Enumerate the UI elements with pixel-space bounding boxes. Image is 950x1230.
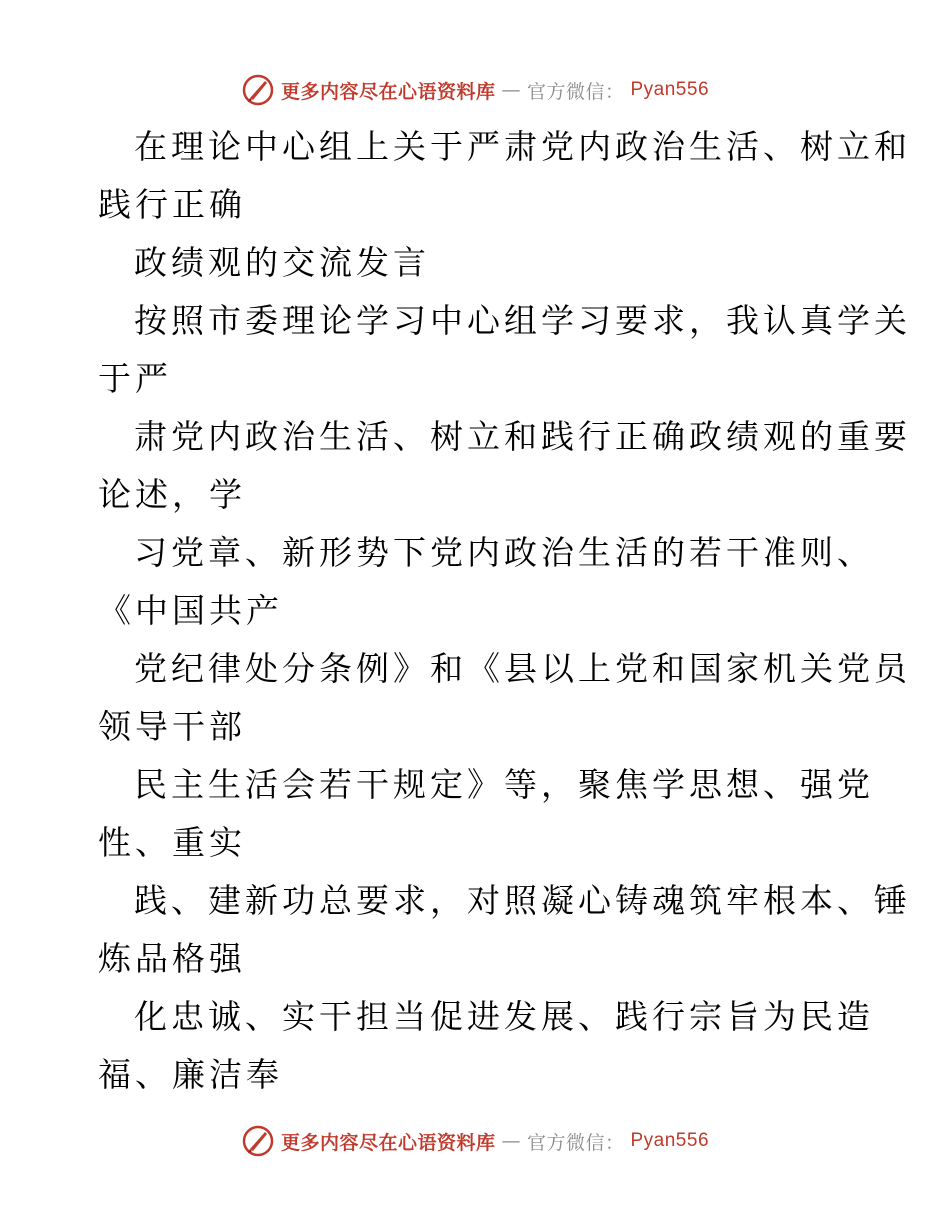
- watermark-dash: —: [501, 1130, 521, 1152]
- paragraph-line: 党纪律处分条例》和《县以上党和国家机关党员: [134, 649, 911, 688]
- document-body: [98, 118, 911, 1104]
- paragraph-line: 领导干部: [98, 707, 246, 746]
- paragraph-line: 肃党内政治生活、树立和践行正确政绩观的重要: [134, 417, 911, 456]
- watermark-wechat-id: Pyan556: [630, 1130, 710, 1151]
- paragraph-line: 性、重实: [98, 823, 246, 862]
- watermark-main-text: 更多内容尽在心语资料库: [280, 80, 496, 103]
- watermark-dash: —: [501, 79, 521, 101]
- header-watermark: [0, 70, 950, 110]
- footer-watermark: [0, 1121, 950, 1161]
- watermark-main-text: 更多内容尽在心语资料库: [280, 1131, 496, 1154]
- paragraph-line: 习党章、新形势下党内政治生活的若干准则、: [134, 533, 874, 572]
- quill-logo-icon: [241, 1124, 275, 1158]
- title-line-3: 政绩观的交流发言: [134, 243, 430, 282]
- watermark-official-label: 官方微信：: [526, 1131, 625, 1154]
- paragraph-line: 福、廉洁奉: [98, 1055, 283, 1094]
- title-line-2: 践行正确: [98, 185, 246, 224]
- watermark-wechat-id: Pyan556: [630, 79, 710, 100]
- paragraph-line: 《中国共产: [98, 591, 283, 630]
- watermark-official-label: 官方微信：: [526, 80, 625, 103]
- paragraph-line: 按照市委理论学习中心组学习要求，我认真学关: [134, 301, 911, 340]
- paragraph-line: 民主生活会若干规定》等，聚焦学思想、强党: [134, 765, 874, 804]
- paragraph-line: 化忠诚、实干担当促进发展、践行宗旨为民造: [134, 997, 874, 1036]
- paragraph-line: 论述，学: [98, 475, 246, 514]
- title-line-1: 在理论中心组上关于严肃党内政治生活、树立和: [134, 127, 911, 166]
- paragraph-line: 践、建新功总要求，对照凝心铸魂筑牢根本、锤: [134, 881, 911, 920]
- paragraph-line: 炼品格强: [98, 939, 246, 978]
- paragraph-line: 于严: [98, 359, 172, 398]
- quill-logo-icon: [241, 73, 275, 107]
